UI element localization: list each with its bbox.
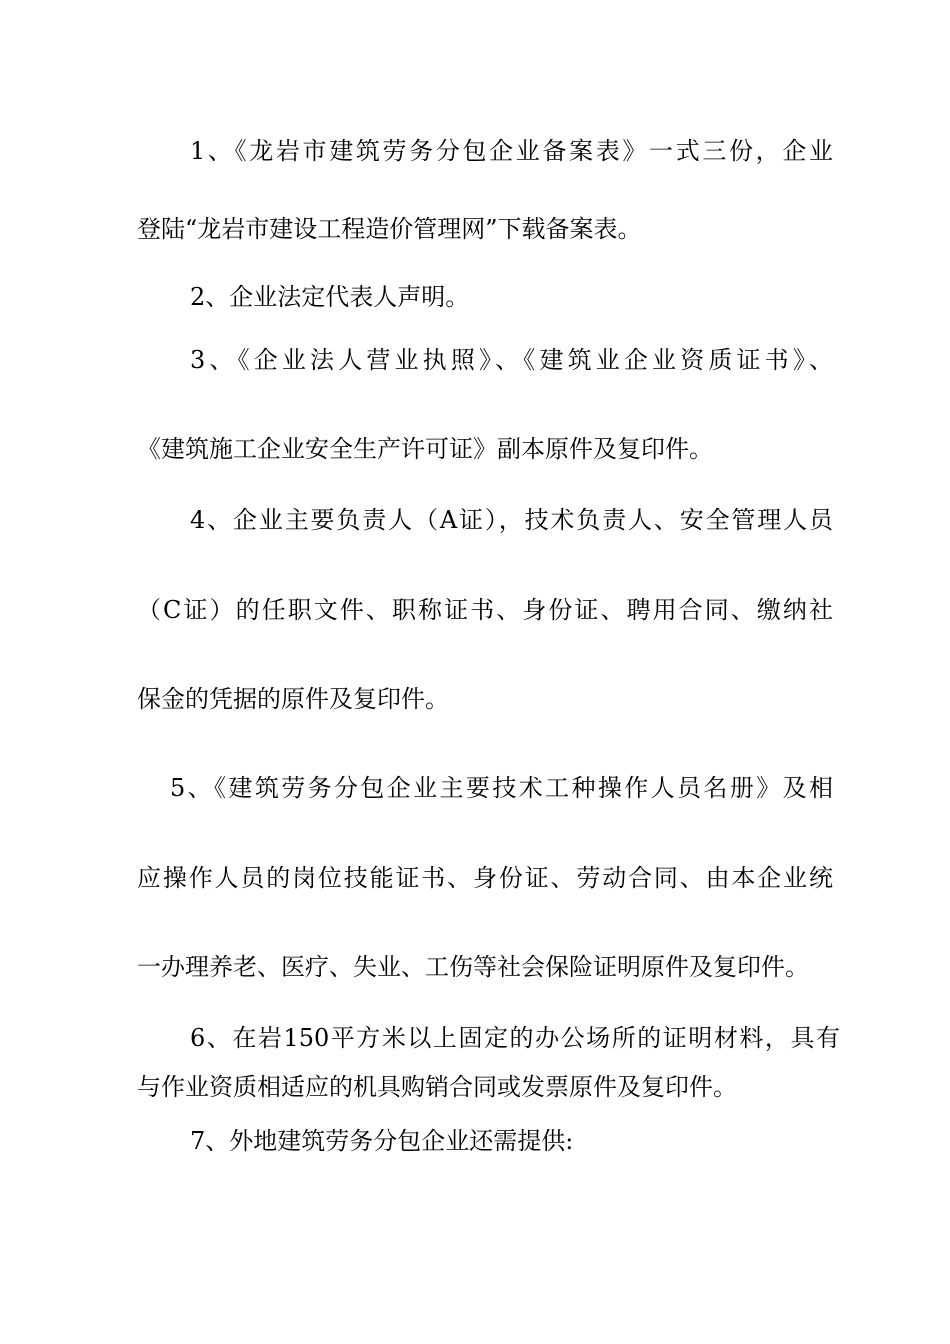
paragraph-line: （C证）的任职文件、职称证书、身份证、聘用合同、缴纳社 (137, 596, 833, 624)
paragraph-line: 2、企业法定代表人声明。 (190, 283, 470, 311)
paragraph-line: 应操作人员的岗位技能证书、身份证、劳动合同、由本企业统 (137, 864, 833, 892)
paragraph-line: 与作业资质相适应的机具购销合同或发票原件及复印件。 (137, 1073, 737, 1101)
paragraph-line: 登陆“龙岩市建设工程造价管理网”下载备案表。 (137, 215, 642, 243)
paragraph-line: 3、《企业法人营业执照》、《建筑业企业资质证书》、 (190, 346, 833, 374)
paragraph-line: 《建筑施工企业安全生产许可证》副本原件及复印件。 (137, 435, 713, 463)
paragraph-line: 一办理养老、医疗、失业、工伤等社会保险证明原件及复印件。 (137, 953, 809, 981)
paragraph-line: 7、外地建筑劳务分包企业还需提供: (190, 1127, 574, 1155)
paragraph-line: 6、在岩150平方米以上固定的办公场所的证明材料，具有 (190, 1024, 840, 1052)
paragraph-line: 5、《建筑劳务分包企业主要技术工种操作人员名册》及相 (170, 774, 833, 802)
paragraph-line: 1、《龙岩市建筑劳务分包企业备案表》一式三份，企业 (190, 137, 833, 165)
paragraph-line: 保金的凭据的原件及复印件。 (137, 685, 449, 713)
paragraph-line: 4、企业主要负责人（A证），技术负责人、安全管理人员 (190, 506, 833, 534)
